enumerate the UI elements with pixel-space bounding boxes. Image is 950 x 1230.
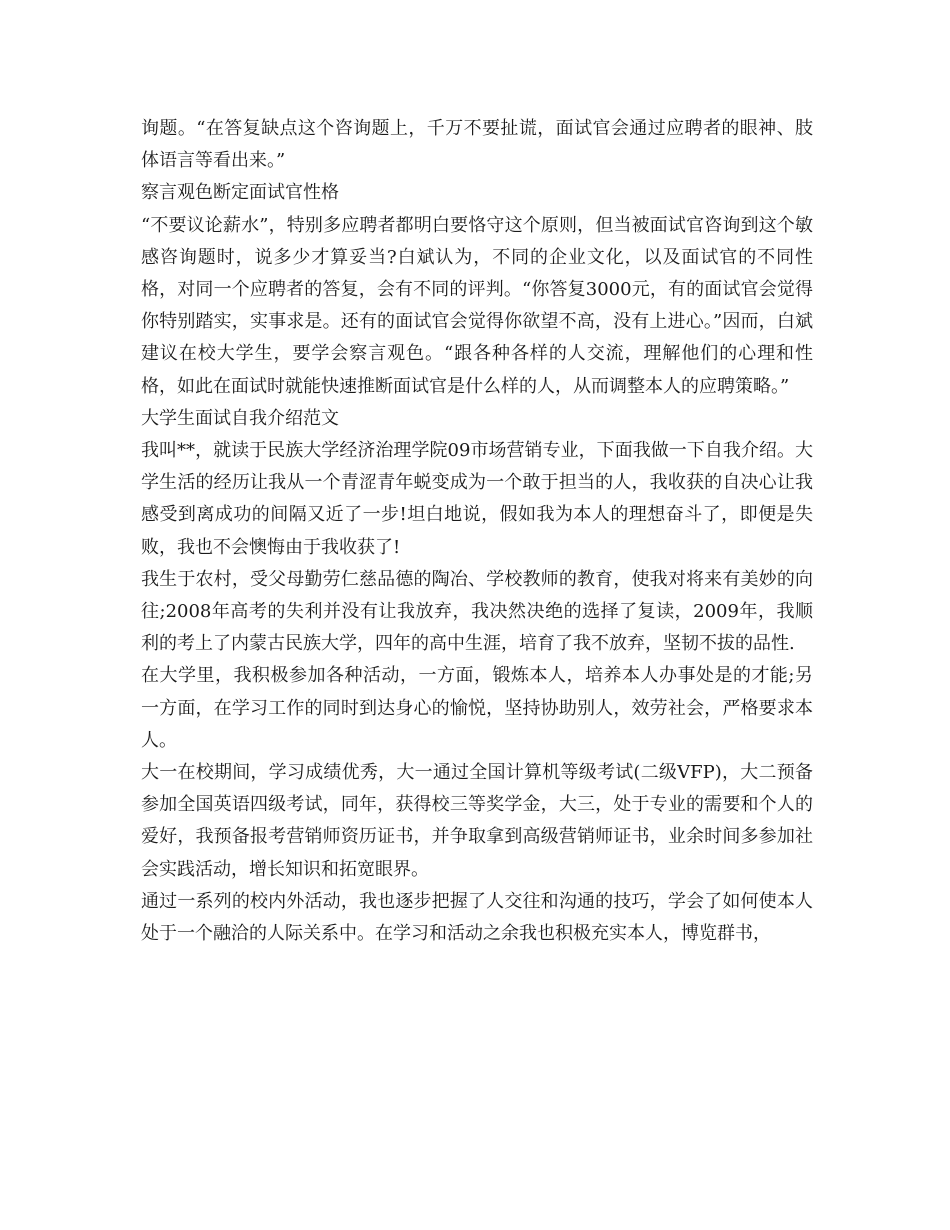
heading-self-introduction-sample: 大学生面试自我介绍范文 [141, 407, 339, 429]
paragraph-background: 我生于农村，受父母勤劳仁慈品德的陶冶、学校教师的教育，使我对将来有美妙的向往;2008年高考的失利并没有让我放弃，我决然决绝的选择了复读，2009年，我顺利的考上了内蒙古民族大学，四年的高中生涯，培育了我不放弃，坚韧不拔的品性. [141, 568, 813, 655]
document-page [141, 113, 813, 950]
paragraph-academic-achievements: 大一在校期间，学习成绩优秀，大一通过全国计算机等级考试(二级VFP)，大二预备参加全国英语四级考试，同年，获得校三等奖学金，大三，处于专业的需要和个人的爱好，我预备报考营销师资历证书，并争取拿到高级营销师证书，业余时间多参加社会实践活动，增长知识和拓宽眼界。 [141, 762, 813, 880]
paragraph-communication-skills: 通过一系列的校内外活动，我也逐步把握了人交往和沟通的技巧，学会了如何使本人处于一个融洽的人际关系中。在学习和活动之余我也积极充实本人，博览群书， [141, 890, 813, 945]
paragraph-interview-weakness-end: 询题。“在答复缺点这个咨询题上，千万不要扯谎，面试官会通过应聘者的眼神、肢体语言等看出来。” [141, 118, 813, 172]
heading-observe-interviewer: 察言观色断定面试官性格 [141, 182, 339, 204]
paragraph-self-intro-opening: 我叫**，就读于民族大学经济治理学院09市场营销专业，下面我做一下自我介绍。大学生活的经历让我从一个青涩青年蜕变成为一个敢于担当的人，我收获的自决心让我感受到离成功的间隔又近了一步!坦白地说，假如我为本人的理想奋斗了，即便是失败，我也不会懊悔由于我收获了! [141, 440, 813, 558]
paragraph-salary-discussion: “不要议论薪水”，特别多应聘者都明白要恪守这个原则，但当被面试官咨询到这个敏感咨询题时，说多少才算妥当?白斌认为，不同的企业文化，以及面试官的不同性格，对同一个应聘者的答复，会有不同的评判。“你答复3000元，有的面试官会觉得你特别踏实，实事求是。还有的面试官会觉得你欲望不高，没有上进心。”因而，白斌建议在校大学生，要学会察言观色。“跟各种各样的人交流，理解他们的心理和性格，如此在面试时就能快速推断面试官是什么样的人，从而调整本人的应聘策略。” [141, 214, 813, 397]
paragraph-university-activities: 在大学里，我积极参加各种活动，一方面，锻炼本人，培养本人办事处是的才能;另一方面，在学习工作的同时到达身心的愉悦，坚持协助别人，效劳社会，严格要求本人。 [141, 665, 813, 751]
